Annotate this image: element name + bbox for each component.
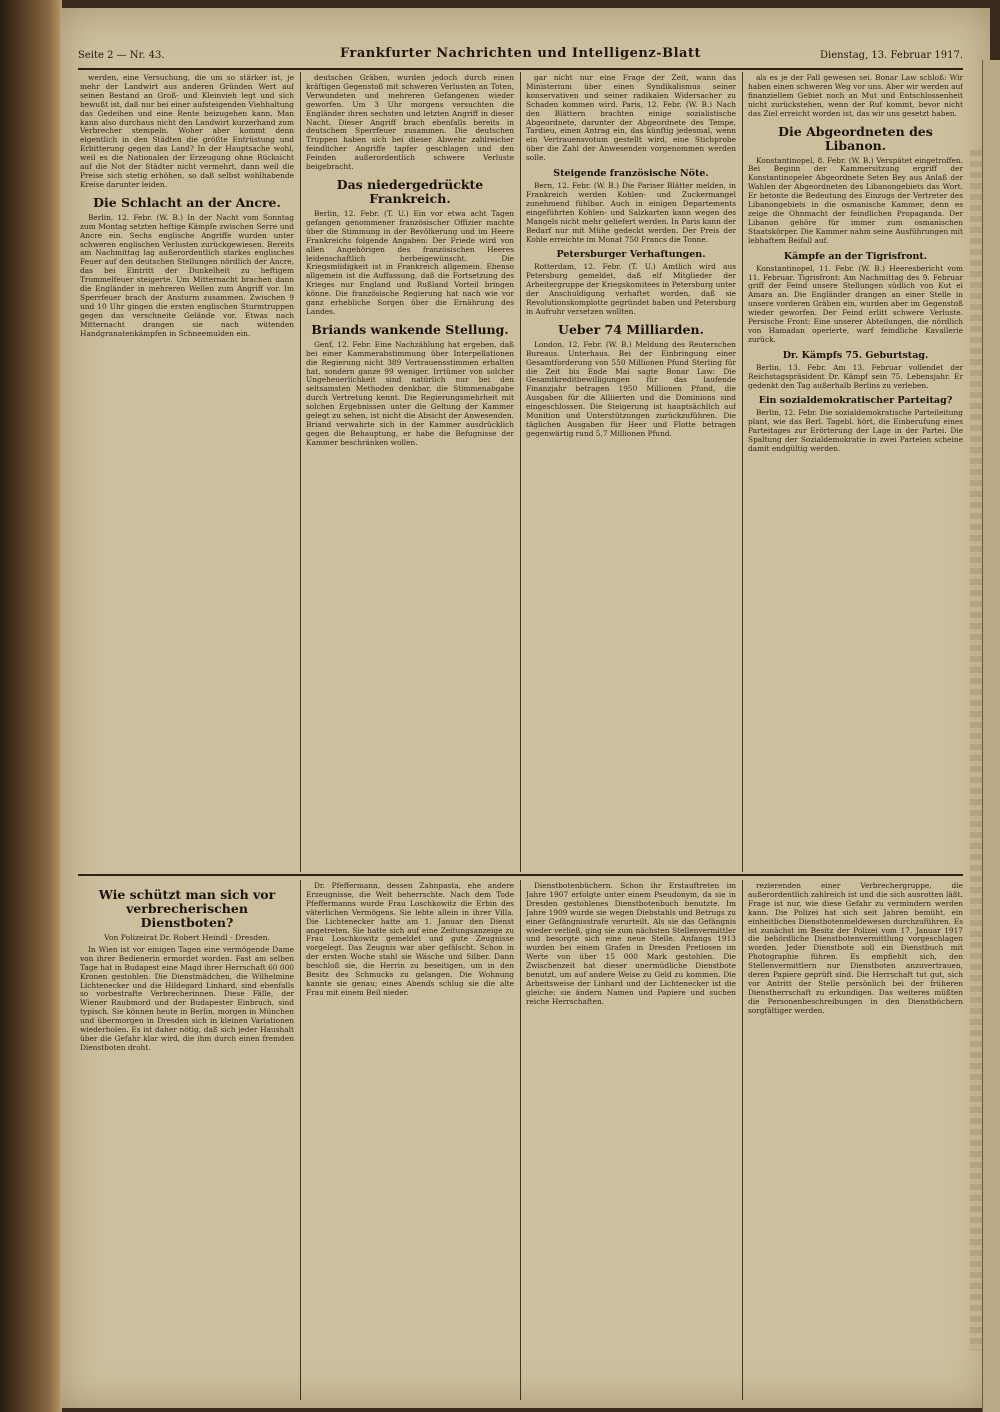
feuilleton-column-4 [748, 882, 963, 1397]
headline-tigris: Kämpfe an der Tigrisfront. [783, 250, 928, 262]
column-rule [520, 72, 521, 872]
column-rule [300, 72, 301, 872]
newspaper-title: Frankfurter Nachrichten und Intelligenz-Blatt [340, 46, 701, 61]
column-rule [300, 880, 301, 1400]
article-text: Berlin, 12. Febr. (W. B.) In der Nacht vom Sonntag zum Montag setzten heftige Kämpfe zwischen Serre und Ancre ein. Sechs englische Angriffe wurden unter schweren englischen Verlusten zurückgewiesen. Bereits am Nachmittag lag außerordentlich starkes englisches Feuer auf den deutschen Stellungen nördlich der Ancre, das bei Eintritt der Dunkelheit zu heftigem Trommelfeuer steigerte. Um Mitternacht brachen dann die Engländer in mehreren Wellen zum Angriff vor. Im Sperrfeuer brach der Ansturm zusammen. Zwischen 9 und 10 Uhr gingen die ersten englischen Sturmtruppen gegen das verschneite Gelände vor. Etwas nach Mitternacht drangen sie nach wütenden Handgranatenkämpfen in Schneemulden ein. [80, 212, 294, 338]
article-text: In Wien ist vor einigen Tagen eine vermögende Dame von ihrer Bedienerin ermordet worden. Fast am selben Tage hat in Budapest eine Magd ihrer Herrschaft 60 000 Kronen gestohlen. Die Dienstmädchen, die Wilhelmine Lichtenecker und die Hildegard Linhard, sind ebenfalls so vorbestrafte Verbrecherinnen. Diese Fälle, der Wiener Raubmord und der Budapester Einbruch, sind typisch. Sie können heute in Berlin, morgen in München und übermorgen in Dresden sich in kleinen Variationen wiederholen. Es ist daher nötig, daß sich jeder Haushalt über die Gefahr klar wird, die ihm durch einen fremden Dienstboten droht. [80, 944, 294, 1052]
article-text: Dr. Pfeffermann, dessen Zahnpasta, ehe andere Erzeugnisse, die Welt beherrschte. Nach dem Tode Pfeffermanns wurde Frau Loschkowitz die Erbin des väterlichen Vermögens. Sie lebte allein in ihrer Villa. Die Lichtenecker hatte am 1. Januar den Dienst angetreten. Sie hatte sich auf eine Zeitungsanzeige zu Frau Loschkowitz gemeldet und gute Zeugnisse vorgelegt. Das Zeugnis war aber gefälscht. Schon in der ersten Woche stahl sie Wäsche und Silber. Dann beschloß sie, die Herrin zu beseitigen, um in den Besitz des Schmucks zu gelangen. Die Wohnung kannte sie genau; eines Abends schlug sie die alte Frau mit einem Beil nieder. [306, 882, 514, 997]
article-text: Berlin, 12. Febr. Die sozialdemokratische Parteileitung plant, wie das Berl. Tagebl. hört, die Einberufung eines Parteitages zur Erörterung der Lage in der Partei. Die Spaltung der Sozialdemokratie in zwei Parteien scheine damit endgültig werden. [748, 408, 963, 454]
article-text: Bern, 12. Febr. (W. B.) Die Pariser Blätter melden, in Frankreich werden Kohlen- und Zuckermangel zunehmend fühlbar. Auch in einigen Departements eingeführten Kohlen- und Salzkarten kann wegen des Mangels nicht mehr geliefert werden. In Paris kann der Bedarf nur mit Mühe gedeckt werden. Der Preis der Kohle erreichte im Monat 750 Francs die Tonne. [526, 181, 736, 244]
headline-libanon: Die Abgeordneten des Libanon. [778, 123, 933, 153]
article-text: rezierenden einer Verbrechergruppe, die außerordentlich zahlreich ist und die sich ausrotten läßt. Frage ist nur, wie diese Gefahr zu vermindern werden kann. Die Polizei hat sich seit Jahren bemüht, ein einheitliches Dienstbotenmeldewesen durchzuführen. Es ist zunächst im Besitz der Polizei vom 17. Januar 1917 die behördliche Dienstbotenvermittlung vorgeschlagen worden. Jeder Dienstbote soll ein Dienstbuch mit Photographie führen. Es empfiehlt sich, den Stellenvermittlern nur Dienstboten anzuvertrauen, deren Papiere geprüft sind. Die Herrschaft tut gut, sich vor Antritt der Stelle persönlich bei der früheren Dienstherrschaft zu erkundigen. Das weiteres müßten die Personenbeschreibungen in den Dienstbüchern sorgfältiger werden. [748, 882, 963, 1015]
article-text: Rotterdam, 12. Febr. (T. U.) Amtlich wird aus Petersburg gemeldet, daß elf Mitglieder der Arbeitergruppe der Kriegskomitees in Petersburg unter der Anschuldigung verhaftet worden, daß sie Revolutionskomplotte gegründet haben und Petersburg in Aufruhr versetzen wollten. [526, 262, 736, 316]
article-text: Konstantinopel, 11. Febr. (W. B.) Heeresbericht vom 11. Februar. Tigrisfront: Am Nachmittag des 9. Februar griff der Feind unsere Stellungen südlich von Kut el Amara an. Die Engländer drangen an einer Stelle in unsere vorderen Gräben ein, wurden aber im Gegenstoß wieder geworfen. Der Feind erlitt schwere Verluste. Persische Front: Eine unserer Abteilungen, die nördlich von Hamadan operierte, warf feindliche Kavallerie zurück. [748, 263, 963, 344]
column-2 [306, 74, 514, 870]
article-text: deutschen Gräben, wurden jedoch durch einen kräftigen Gegenstoß mit schweren Verlusten an Toten, Verwundeten und mehreren Gefangenen wieder geworfen. Um 3 Uhr morgens versuchten die Engländer ihren sechsten und letzten Angriff in dieser Nacht. Dieser Angriff brach ebenfalls bereits in deutschem Sperrfeuer zusammen. Die deutschen Truppen haben sich bei dieser Abwehr zahlreicher feindlicher Angriffe tapfer geschlagen und den Feinden außerordentlich schwere Verluste beigebracht. [306, 74, 514, 172]
article-text: gar nicht nur eine Frage der Zeit, wann das Ministerium über einen Syndikalismus seiner konservativen und seiner radikalen Widersacher zu Schaden kommen wird. Paris, 12. Febr. (W. B.) Nach den Blättern brachten einige sozialistische Abgeordnete, darunter der Abgeordnete des Tempe, Tardieu, einen Antrag ein, das künftig jedesmal, wenn ein Vertrauensvotum gestellt wird, eine Stichprobe über die Zahl der Anwesenden vorgenommen werden solle. [526, 74, 736, 163]
article-text: als es je der Fall gewesen sei. Bonar Law schloß: Wir haben einen schweren Weg vor uns. Aber wir werden auf finanziellem Gebiet noch an Mut und Entschlossenheit nicht zurückstehen, wenn der Ruf kommt, bevor nicht das Ziel erreicht worden ist, das wir uns gesetzt haben. [748, 74, 963, 118]
article-text: Genf, 12. Febr. Eine Nachzählung hat ergeben, daß bei einer Kammerabstimmung über Interpellationen die Regierung nicht 389 Vertrauensstimmen erhalten hat, sondern ganze 99 weniger. Irrtümer von solcher Ungeheuerlichkeit sind natürlich nur bei den seltsamsten Methoden denkbar, die Stimmenabgabe durch Vertretung kennt. Die Regierungsmehrheit mit solchen Ergebnissen unter die Geltung der Kammer gelegt zu sehen, ist nicht die Absicht der Anwesenden. Briand verwahrte sich in der Kammer ausdrücklich gegen die Behauptung, er habe die Befugnisse der Kammer beschränken wollen. [306, 339, 514, 447]
adjacent-page-edge [982, 60, 1000, 1412]
column-4 [748, 74, 963, 870]
column-rule [742, 72, 743, 872]
article-text: Berlin, 13. Febr. Am 13. Februar vollendet der Reichstagspräsident Dr. Kämpf sein 75. Lebensjahr. Er gedenkt den Tag außerhalb Berlins zu verleben. [748, 362, 963, 390]
headline-parteitag: Ein sozialdemokratischer Parteitag? [758, 395, 953, 407]
issue-date: Dienstag, 13. Februar 1917. [819, 50, 963, 61]
book-binding-edge [0, 0, 62, 1412]
article-text: London, 12. Febr. (W. B.) Meldung des Reuterschen Bureaus. Unterhaus. Bei der Einbringung einer Gesamtforderung von 550 Millionen Pfund Sterling für die Zeit bis Ende Mai sagte Bonar Law: Die Gesamtkreditbewilligungen für das laufende Finanzjahr betragen 1950 Millionen Pfund, die Ausgaben für die Alliierten und die Dominions sind eingeschlossen. Die Steigerung ist hauptsächlich auf Munition und Unterstützungen zurückzuführen. Die täglichen Ausgaben für Heer und Flotte betragen gegenwärtig rund 5,7 Millionen Pfund. [526, 339, 736, 438]
column-3 [526, 74, 736, 870]
headline-briand: Briands wankende Stellung. [311, 321, 509, 337]
headline-milliarden: Ueber 74 Milliarden. [558, 321, 704, 337]
headline-kaempf: Dr. Kämpfs 75. Geburtstag. [782, 349, 929, 361]
article-text: Berlin, 12. Febr. (T. U.) Ein vor etwa acht Tagen gefangen genommener französischer Offizier machte über die Stimmung in der Bevölkerung und im Heere Frankreichs folgende Angaben: Der Friede wird von allen Angehörigen des französischen Heeres leidenschaftlich herbeigewünscht. Die Kriegsmüdigkeit ist in Frankreich allgemein. Ebenso allgemein ist die Auffassung, daß die Fortsetzung des Krieges nur England und Rußland Vorteil bringen könne. Die französische Regierung hat nach wie vor ganz erhebliche Sorgen über die Ernährung des Landes. [306, 208, 514, 316]
feuilleton-column-3 [526, 882, 736, 1397]
article-text: werden, eine Versuchung, die um so stärker ist, je mehr der Landwirt aus anderen Gründen Wert auf seinen Bestand an Groß- und Kleinvieh legt und sich bewußt ist, daß nur bei einer aufsteigenden Viehhaltung das Gedeihen und eine Rente beizugehen kann. Man kann also durchaus nicht den Landwirt kurzerhand zum Verbrecher stempeln. Woher aber kommt denn eigentlich in den Städten die größte Entrüstung und Erbitterung gegen das Land? In der Hauptsache wohl, weil es die Nationalen der Erzeugung ohne Rücksicht auf die Not der Städter nicht vermehrt, dann weil die Preise sich stetig erhöhen, so daß selbst wohlhabende Kreise darunter leiden. [80, 74, 294, 189]
article-text: Konstantinopel, 8. Febr. (W. B.) Verspätet eingetroffen. Bei Beginn der Kammersitzung ergriff der Konstantinopeler Abgeordnete Seten Bey aus Anlaß der Wahlen der Abgeordneten des Libanongebiets das Wort. Er betonte die Bedeutung des Einzugs der Vertreter des Libanongebiets in die osmanische Kammer, denn es zeige die Ohnmacht der feindlichen Propaganda. Der Libanon gehöre für immer zum osmanischen Staatskörper. Die Kammer nahm seine Ausführungen mit lebhaftem Beifall auf. [748, 155, 963, 245]
headline-noete: Steigende französische Nöte. [553, 168, 709, 180]
author-byline: Von Polizeirat Dr. Robert Heindl - Dresden. [104, 933, 270, 942]
headline-schlacht-ancre: Die Schlacht an der Ancre. [93, 194, 281, 210]
section-divider [78, 874, 963, 876]
headline-frankreich: Das niedergedrückte Frankreich. [336, 176, 484, 206]
masthead [78, 44, 963, 70]
headline-dienstboten: Wie schützt man sich vor verbrecherischen Dienstboten? [98, 887, 276, 930]
column-rule [742, 880, 743, 1400]
column-1 [80, 74, 294, 870]
feuilleton-column-1 [80, 882, 294, 1397]
headline-petersburg: Petersburger Verhaftungen. [556, 249, 706, 261]
article-text: Dienstbotenbüchern. Schon ihr Erstauftreten im Jahre 1907 erfolgte unter einem Pseudonym, da sie in Dresden gestohlenes Dienstbotenbuch benutzte. Im Jahre 1909 wurde sie wegen Diebstahls und Betrugs zu einer Gefängnisstrafe verurteilt. Als sie das Gefängnis wieder verließ, ging sie zum nächsten Stellenvermittler und besorgte sich eine neue Stelle. Anfangs 1913 wurden bei einem Grafen in Dresden Pretiosen im Werte von über 15 000 Mark gestohlen. Die Zwischenzeit hat dieser unermüdliche Dienstbote benutzt, um auf andere Weise zu Geld zu kommen. Die Arbeitsweise der Linhard und der Lichtenecker ist die gleiche: sie ändern Namen und Papiere und suchen reiche Herrschaften. [526, 882, 736, 1006]
column-rule [520, 880, 521, 1400]
page-fold-shadow [970, 150, 982, 1350]
feuilleton-column-2 [306, 882, 514, 1397]
page-number: Seite 2 — Nr. 43. [78, 50, 165, 61]
